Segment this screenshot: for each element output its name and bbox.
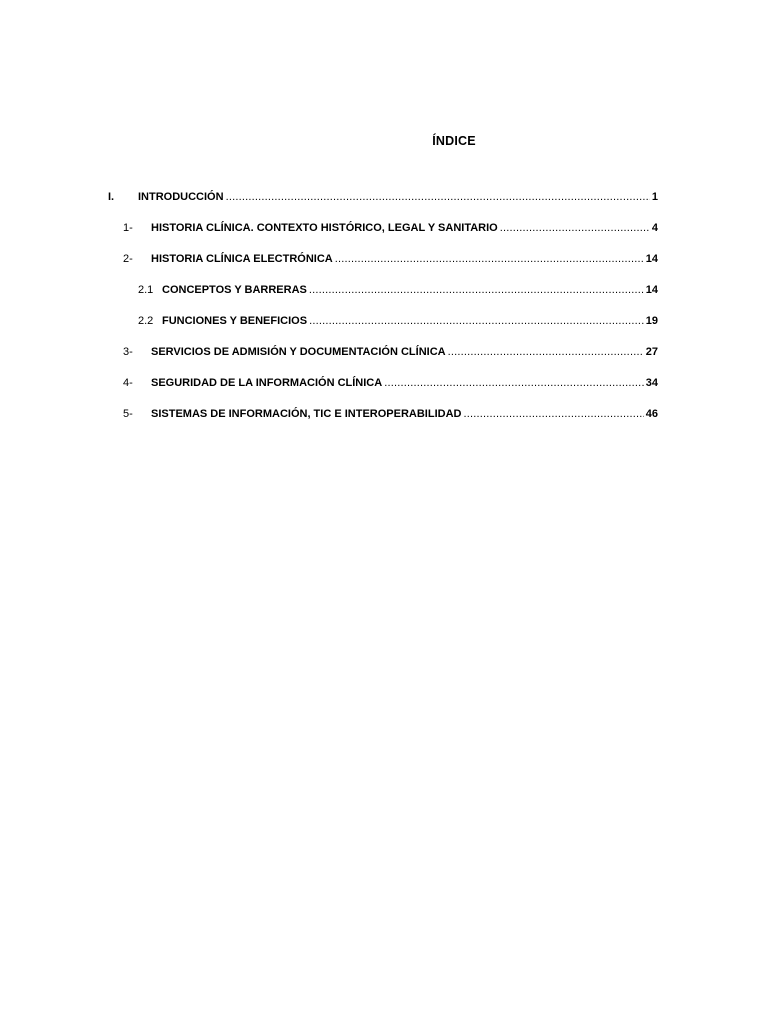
toc-entry-number: 1- [123, 222, 133, 234]
toc-entry-historia-clinica-electronica[interactable] [123, 250, 658, 266]
toc-entry-number: 5- [123, 408, 133, 420]
toc-entry-funciones-y-beneficios[interactable] [138, 312, 658, 328]
toc-entry-number: 4- [123, 377, 133, 389]
toc-dot-leader [500, 221, 650, 235]
page-title: ÍNDICE [432, 134, 476, 148]
toc-dot-leader [309, 283, 644, 297]
toc-entry-page: 34 [645, 377, 658, 389]
toc-entry-label: HISTORIA CLÍNICA ELECTRÓNICA [151, 253, 333, 265]
toc-entry-conceptos-y-barreras[interactable] [138, 281, 658, 297]
toc-entry-page: 4 [651, 222, 658, 234]
toc-dot-leader [226, 190, 650, 204]
toc-entry-label: SERVICIOS DE ADMISIÓN Y DOCUMENTACIÓN CLÍNICA [151, 346, 446, 358]
toc-entry-label: HISTORIA CLÍNICA. CONTEXTO HISTÓRICO, LEGAL Y SANITARIO [151, 222, 498, 234]
toc-entry-page: 27 [645, 346, 658, 358]
toc-entry-number: I. [108, 191, 115, 203]
toc-entry-page: 46 [645, 408, 658, 420]
toc-entry-page: 1 [651, 191, 658, 203]
toc-entry-historia-clinica-contexto[interactable] [123, 219, 658, 235]
toc-entry-label: SEGURIDAD DE LA INFORMACIÓN CLÍNICA [151, 377, 383, 389]
toc-entry-number: 2- [123, 253, 133, 265]
toc-dot-leader [448, 345, 644, 359]
toc-entry-label: SISTEMAS DE INFORMACIÓN, TIC E INTEROPERABILIDAD [151, 408, 462, 420]
table-of-contents [0, 188, 768, 448]
toc-entry-number: 2.1 [138, 284, 154, 296]
toc-entry-label: CONCEPTOS Y BARRERAS [162, 284, 307, 296]
toc-dot-leader [335, 252, 644, 266]
toc-dot-leader [463, 407, 643, 421]
toc-entry-label: FUNCIONES Y BENEFICIOS [162, 315, 308, 327]
toc-entry-seguridad-de-la-informacion[interactable] [123, 374, 658, 390]
toc-entry-servicios-de-admision[interactable] [123, 343, 658, 359]
toc-dot-leader [309, 314, 644, 328]
toc-entry-number: 2.2 [138, 315, 154, 327]
toc-entry-label: INTRODUCCIÓN [138, 191, 224, 203]
toc-entry-sistemas-de-informacion[interactable] [123, 405, 658, 421]
toc-entry-number: 3- [123, 346, 133, 358]
toc-entry-introduccion[interactable] [108, 188, 658, 204]
toc-entry-page: 14 [645, 253, 658, 265]
toc-entry-page: 14 [645, 284, 658, 296]
toc-dot-leader [384, 376, 644, 390]
toc-entry-page: 19 [645, 315, 658, 327]
